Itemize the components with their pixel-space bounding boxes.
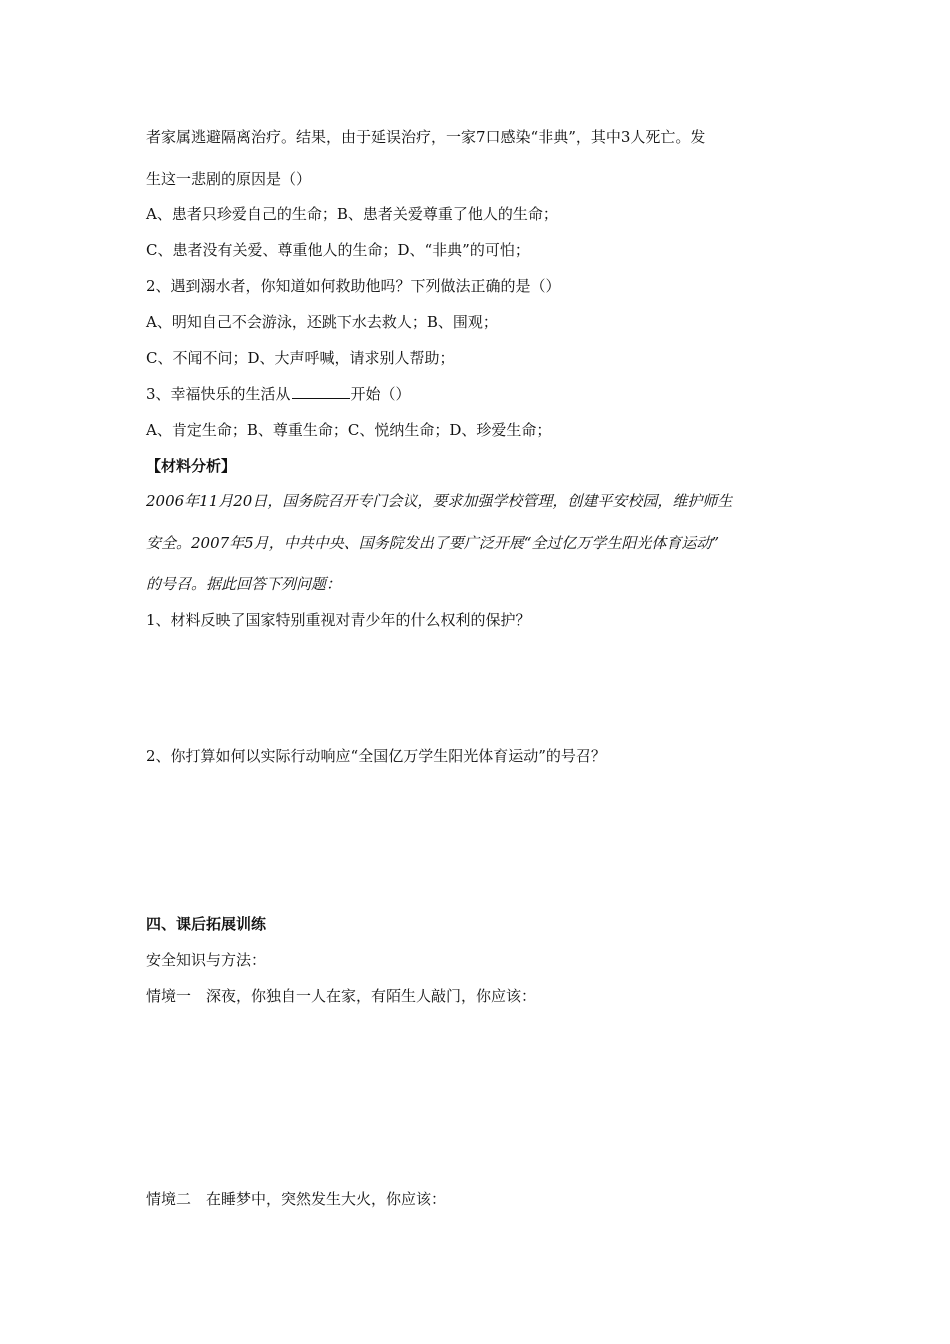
text-line: 生这一悲剧的原因是（） bbox=[146, 170, 312, 188]
text-line: 安全知识与方法： bbox=[146, 951, 267, 969]
option-line: A、明知自己不会游泳，还跳下水去救人；B、围观； bbox=[146, 313, 498, 331]
question-line: 2、遇到溺水者，你知道如何救助他吗？下列做法正确的是（） bbox=[146, 277, 561, 295]
analysis-question: 1、材料反映了国家特别重视对青少年的什么权利的保护？ bbox=[146, 611, 531, 629]
option-line: A、肯定生命；B、尊重生命；C、悦纳生命；D、珍爱生命； bbox=[146, 421, 552, 439]
scenario-line: 情境二 在睡梦中，突然发生大火，你应该： bbox=[146, 1190, 447, 1208]
scenario-line: 情境一 深夜，你独自一人在家，有陌生人敲门，你应该： bbox=[146, 987, 537, 1005]
fill-in-blank bbox=[292, 384, 350, 399]
material-heading: 【材料分析】 bbox=[146, 457, 237, 475]
material-text: 安全。2007年5月，中共中央、国务院发出了要广泛开展“全过亿万学生阳光体育运动” bbox=[146, 534, 720, 552]
section-heading: 四、课后拓展训练 bbox=[146, 915, 267, 933]
material-text: 2006年11月20日，国务院召开专门会议，要求加强学校管理，创建平安校园，维护师生 bbox=[146, 492, 733, 510]
analysis-question: 2、你打算如何以实际行动响应“全国亿万学生阳光体育运动”的号召？ bbox=[146, 747, 606, 765]
option-line: C、患者没有关爱、尊重他人的生命；D、“非典”的可怕； bbox=[146, 241, 530, 259]
option-line: C、不闻不问；D、大声呼喊，请求别人帮助； bbox=[146, 349, 455, 367]
text-line: 者家属逃避隔离治疗。结果，由于延误治疗，一家7口感染“非典”，其中3人死亡。发 bbox=[146, 128, 706, 146]
question-text: 3、幸福快乐的生活从 bbox=[146, 385, 291, 403]
question-text: 开始（） bbox=[350, 385, 411, 403]
material-text: 的号召。据此回答下列问题： bbox=[146, 575, 342, 593]
question-line bbox=[146, 384, 411, 404]
option-line: A、患者只珍爱自己的生命；B、患者关爱尊重了他人的生命； bbox=[146, 205, 558, 223]
